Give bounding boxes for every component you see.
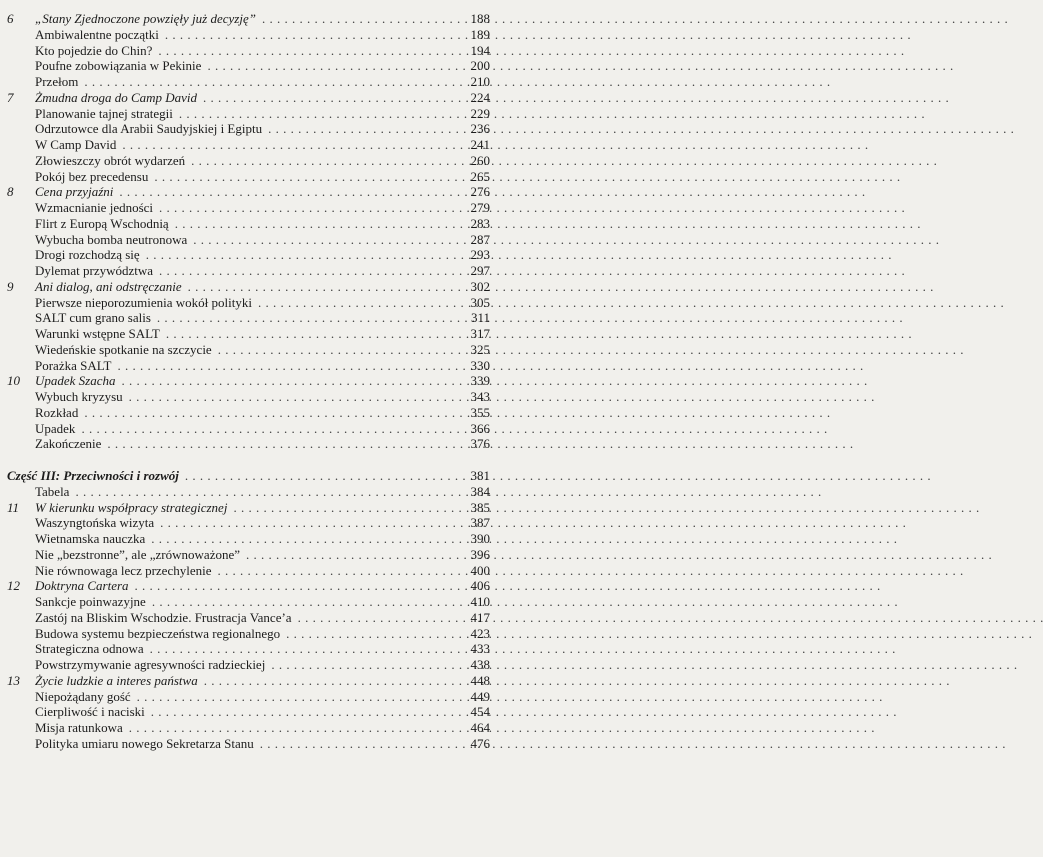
- page-number: 293: [470, 247, 490, 263]
- dot-leader: [246, 547, 456, 563]
- page-number: 189: [470, 26, 490, 42]
- page-number: 343: [470, 389, 490, 404]
- page-number: 229: [470, 105, 490, 121]
- entry-title: Ani dialog, ani odstręczanie: [35, 278, 182, 294]
- toc-subsection-row: [7, 200, 490, 216]
- toc-subsection-row: [7, 247, 490, 263]
- dot-leader: [233, 500, 456, 516]
- entry-title: Pierwsze nieporozumienia wokół polityki: [35, 294, 252, 310]
- dot-leader: [268, 121, 456, 137]
- page-number: 417: [470, 609, 490, 625]
- entry-title: Budowa systemu bezpieczeństwa regionalnego: [35, 625, 281, 641]
- chapter-number: 12: [7, 578, 20, 594]
- page-number: 396: [470, 546, 490, 562]
- entry-title: Wybuch kryzysu: [35, 389, 123, 404]
- dot-leader: [179, 106, 456, 122]
- entry-title: W Camp David: [35, 137, 117, 152]
- dot-leader: [218, 342, 456, 358]
- dot-leader: [146, 247, 456, 263]
- entry-title: Cena przyjaźni: [35, 184, 114, 200]
- entry-title: SALT cum grano salis: [35, 310, 151, 326]
- dot-leader: [193, 232, 456, 248]
- page-number: 381: [470, 468, 490, 483]
- dot-leader: [129, 389, 456, 405]
- page-number: 433: [470, 641, 490, 657]
- toc-chapter-row: [7, 11, 490, 27]
- chapter-number: 7: [7, 89, 14, 105]
- page-number: 385: [470, 499, 490, 515]
- entry-title: Niepożądany gość: [35, 688, 131, 704]
- toc-subsection-row: [7, 43, 490, 59]
- toc-subsection-row: [7, 421, 490, 437]
- page-number: 311: [470, 310, 490, 326]
- toc-subsection-row: [7, 263, 490, 279]
- entry-title: Upadek Szacha: [35, 373, 116, 389]
- toc-subsection-row: [7, 342, 490, 358]
- dot-leader: [203, 90, 456, 106]
- toc-subsection-row: [7, 626, 490, 642]
- page-number: 423: [470, 625, 490, 641]
- toc-subsection-row: [7, 389, 490, 405]
- entry-title: Warunki wstępne SALT: [35, 326, 160, 341]
- dot-leader: [157, 310, 456, 326]
- toc-subsection-row: [7, 169, 490, 185]
- dot-leader: [218, 563, 457, 579]
- page-number: 297: [470, 263, 490, 278]
- toc-subsection-row: [7, 563, 490, 579]
- dot-leader: [159, 263, 456, 279]
- entry-title: Wiedeńskie spotkanie na szczycie: [35, 341, 212, 357]
- dot-leader: [160, 515, 456, 531]
- toc-subsection-row: [7, 121, 490, 137]
- entry-title: Część III: Przeciwności i rozwój: [7, 468, 179, 483]
- entry-title: Polityka umiaru nowego Sekretarza Stanu: [35, 735, 254, 751]
- entry-title: Misja ratunkowa: [35, 720, 123, 735]
- toc-subsection-row: [7, 326, 490, 342]
- table-of-contents-page: [0, 0, 500, 857]
- page-number: 376: [470, 436, 490, 452]
- page-number: 287: [470, 231, 490, 247]
- entry-title: Kto pojedzie do Chin?: [35, 42, 153, 58]
- dot-leader: [262, 11, 456, 27]
- dot-leader: [204, 673, 456, 689]
- entry-title: W kierunku współpracy strategicznej: [35, 499, 228, 515]
- dot-leader: [271, 657, 456, 673]
- toc-chapter-row: [7, 578, 490, 594]
- toc-chapter-row: [7, 279, 490, 295]
- entry-title: Pokój bez precedensu: [35, 168, 149, 184]
- entry-title: Złowieszczy obrót wydarzeń: [35, 152, 186, 168]
- dot-leader: [129, 720, 456, 736]
- page-number: 260: [470, 152, 490, 168]
- page-number: 241: [470, 137, 490, 152]
- page-number: 188: [470, 11, 490, 26]
- page-number: 279: [470, 200, 490, 215]
- toc-subsection-row: [7, 547, 490, 563]
- page-number: 384: [470, 483, 490, 499]
- toc-chapter-row: [7, 184, 490, 200]
- entry-title: Flirt z Europą Wschodnią: [35, 215, 169, 231]
- toc-subsection-row: [7, 58, 490, 74]
- chapter-number: 6: [7, 11, 14, 26]
- page-number: 390: [470, 531, 490, 546]
- dot-leader: [258, 295, 456, 311]
- dot-leader: [191, 153, 456, 169]
- entry-title: Porażka SALT: [35, 357, 112, 373]
- toc-subsection-row: [7, 641, 490, 657]
- dot-leader: [75, 484, 456, 500]
- page-number: 400: [470, 562, 490, 578]
- toc-chapter-row: [7, 500, 490, 516]
- entry-title: Żmudna droga do Camp David: [35, 89, 198, 105]
- toc-part-row: [7, 468, 490, 484]
- toc-subsection-row: [7, 515, 490, 531]
- page-number: 302: [470, 278, 490, 294]
- page-number: 194: [470, 42, 490, 58]
- dot-leader: [158, 43, 456, 59]
- entry-title: Rozkład: [35, 404, 79, 420]
- entry-title: Doktryna Cartera: [35, 578, 129, 594]
- entry-title: Przełom: [35, 74, 79, 89]
- toc-subsection-row: [7, 216, 490, 232]
- entry-title: Powstrzymywanie agresywności radzieckiej: [35, 657, 266, 672]
- toc-subsection-row: [7, 436, 490, 452]
- toc-subsection-row: [7, 704, 490, 720]
- toc-subsection-row: [7, 736, 490, 752]
- page-number: 464: [470, 720, 490, 735]
- entry-title: Wietnamska nauczka: [35, 531, 146, 546]
- dot-leader: [137, 689, 456, 705]
- entry-title: Wybucha bomba neutronowa: [35, 231, 188, 247]
- page-number: 448: [470, 672, 490, 688]
- entry-title: Planowanie tajnej strategii: [35, 105, 173, 121]
- entry-title: Zakończenie: [35, 436, 102, 452]
- page-number: 317: [470, 326, 490, 341]
- entry-title: Cierpliwość i naciski: [35, 704, 145, 720]
- entry-title: Odrzutowce dla Arabii Saudyjskiej i Egiptu: [35, 121, 263, 137]
- toc-subsection-row: [7, 358, 490, 374]
- entry-title: Ambiwalentne początki: [35, 26, 159, 42]
- dot-leader: [107, 436, 456, 452]
- toc-subsection-row: [7, 232, 490, 248]
- page-number: 265: [470, 168, 490, 184]
- entry-title: Nie równowaga lecz przechylenie: [35, 562, 212, 578]
- dot-leader: [166, 326, 456, 342]
- dot-leader: [122, 373, 456, 389]
- chapter-number: 8: [7, 184, 14, 200]
- dot-leader: [151, 704, 456, 720]
- page-number: 438: [470, 657, 490, 672]
- toc-subsection-row: [7, 153, 490, 169]
- entry-title: Waszyngtońska wizyta: [35, 515, 155, 531]
- page-number: 406: [470, 578, 490, 594]
- dot-leader: [207, 58, 456, 74]
- toc-chapter-row: [7, 373, 490, 389]
- toc-subsection-row: [7, 689, 490, 705]
- page-number: 476: [470, 735, 490, 751]
- entry-title: Strategiczna odnowa: [35, 641, 144, 657]
- toc-section-part-two: [7, 11, 490, 452]
- entry-title: Życie ludzkie a interes państwa: [35, 672, 198, 688]
- page-number: 366: [470, 420, 490, 436]
- page-number: 200: [470, 58, 490, 74]
- page-number: 387: [470, 515, 490, 531]
- chapter-number: 9: [7, 278, 14, 294]
- dot-leader: [117, 358, 456, 374]
- entry-title: Nie „bezstronne”, ale „zrównoważone”: [35, 546, 240, 562]
- entry-title: Poufne zobowiązania w Pekinie: [35, 58, 202, 74]
- toc-subsection-row: [7, 310, 490, 326]
- toc-chapter-row: [7, 673, 490, 689]
- page-number: 224: [470, 89, 490, 105]
- toc-subsection-row: [7, 484, 490, 500]
- page-number: 305: [470, 294, 490, 310]
- toc-subsection-row: [7, 720, 490, 736]
- toc-subsection-row: [7, 27, 490, 43]
- toc-subsection-row: [7, 594, 490, 610]
- dot-leader: [122, 137, 456, 153]
- toc-chapter-row: [7, 90, 490, 106]
- dot-leader: [185, 468, 456, 484]
- entry-title: Dylemat przywództwa: [35, 263, 154, 278]
- toc-subsection-row: [7, 74, 490, 90]
- chapter-number: 13: [7, 672, 20, 688]
- toc-subsection-row: [7, 610, 490, 626]
- dot-leader: [119, 184, 456, 200]
- dot-leader: [175, 216, 456, 232]
- section-gap: [7, 452, 490, 468]
- dot-leader: [159, 200, 456, 216]
- page-number: 276: [470, 184, 490, 200]
- entry-title: „Stany Zjednoczone powzięły już decyzję”: [35, 11, 256, 26]
- page-number: 325: [470, 341, 490, 357]
- dot-leader: [298, 610, 456, 626]
- chapter-number: 11: [7, 499, 20, 515]
- entry-title: Sankcje poinwazyjne: [35, 594, 146, 609]
- dot-leader: [260, 736, 456, 752]
- dot-leader: [151, 531, 456, 547]
- toc-subsection-row: [7, 295, 490, 311]
- dot-leader: [286, 626, 456, 642]
- toc-subsection-row: [7, 106, 490, 122]
- page-number: 210: [470, 74, 490, 89]
- dot-leader: [154, 169, 456, 185]
- dot-leader: [81, 421, 456, 437]
- toc-subsection-row: [7, 405, 490, 421]
- toc-subsection-row: [7, 531, 490, 547]
- page-number: 283: [470, 215, 490, 231]
- page-number: 236: [470, 121, 490, 137]
- toc-section-part-three: [7, 468, 490, 752]
- toc-subsection-row: [7, 137, 490, 153]
- page-number: 449: [470, 688, 490, 704]
- dot-leader: [84, 405, 456, 421]
- entry-title: Zastój na Bliskim Wschodzie. Frustracja Vance’a: [35, 609, 292, 625]
- dot-leader: [135, 578, 456, 594]
- dot-leader: [152, 594, 456, 610]
- entry-title: Upadek: [35, 420, 76, 436]
- entry-title: Tabela: [35, 483, 70, 499]
- dot-leader: [188, 279, 456, 295]
- toc-subsection-row: [7, 657, 490, 673]
- page-number: 330: [470, 357, 490, 373]
- entry-title: Wzmacnianie jedności: [35, 200, 154, 215]
- page-number: 454: [470, 704, 490, 720]
- page-number: 355: [470, 404, 490, 420]
- entry-title: Drogi rozchodzą się: [35, 247, 140, 263]
- page-number: 339: [470, 373, 490, 389]
- dot-leader: [165, 27, 456, 43]
- chapter-number: 10: [7, 373, 20, 389]
- dot-leader: [84, 74, 456, 90]
- page-number: 410: [470, 594, 490, 609]
- dot-leader: [150, 641, 456, 657]
